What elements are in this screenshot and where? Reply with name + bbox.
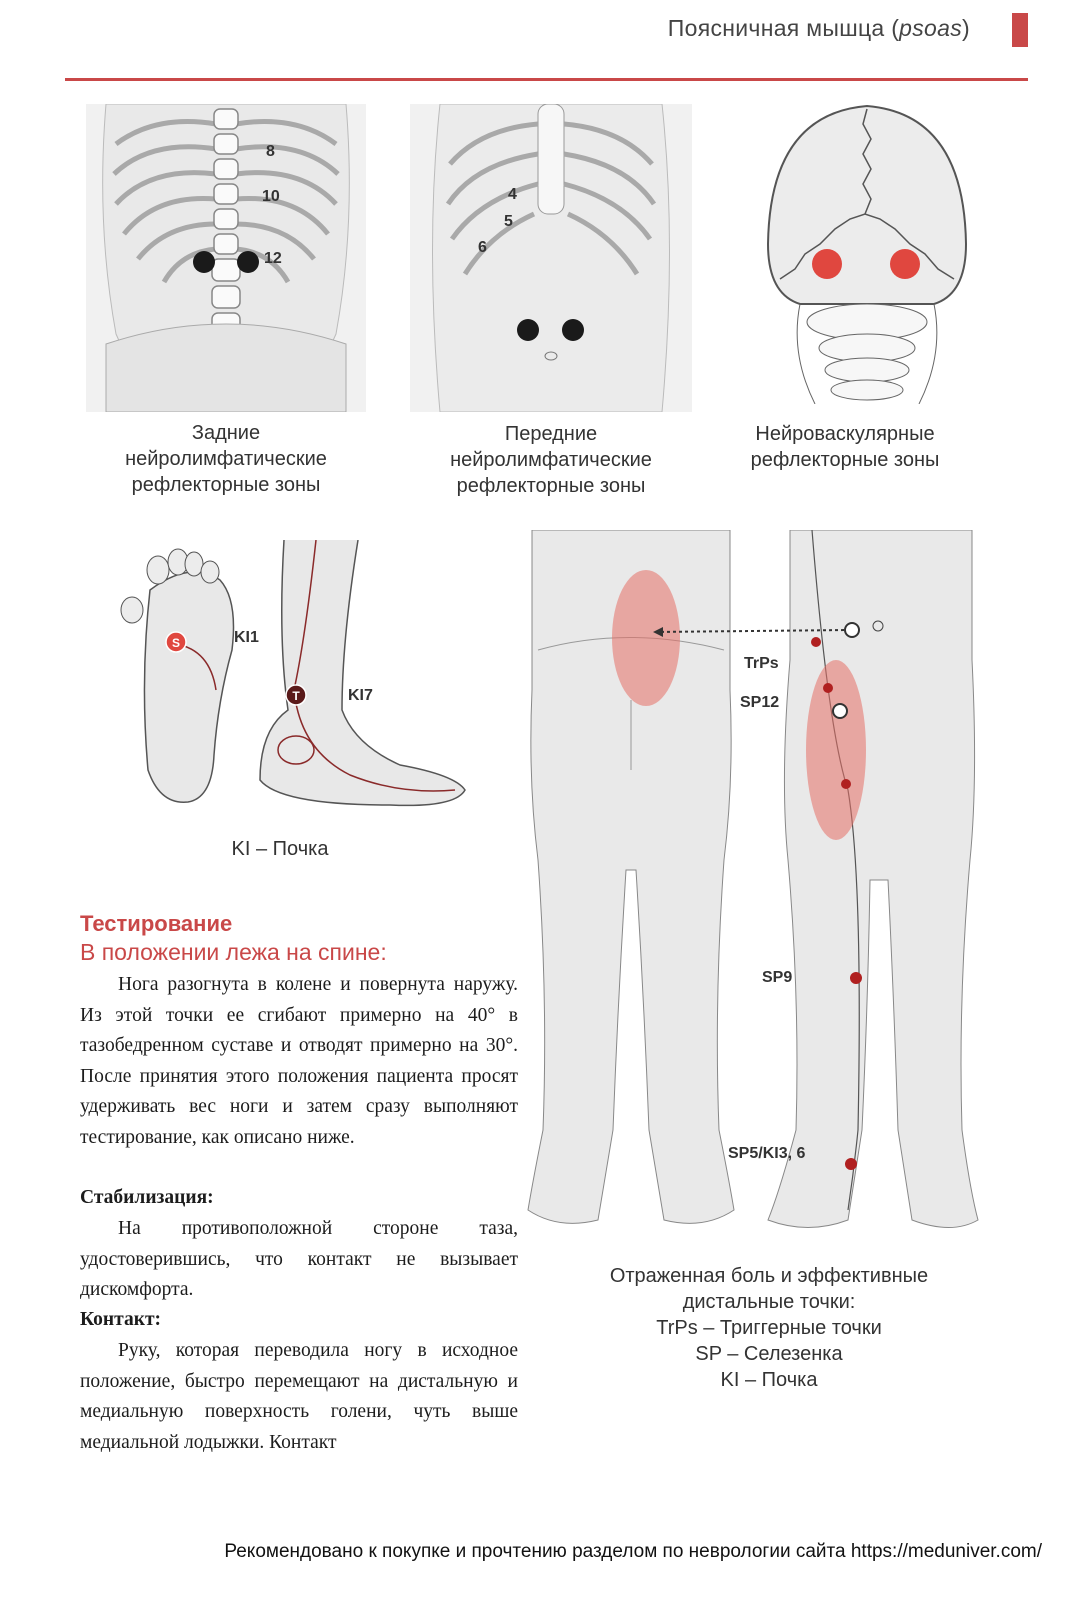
reflex-point-right [237,251,259,273]
sp12-point [823,683,833,693]
running-header-title: Поясничная мышца ( [667,15,900,41]
trigger-point-2 [833,704,847,718]
sp-point-upper [811,637,821,647]
rib-label-10: 10 [262,188,280,205]
rib-label-4: 4 [508,186,517,203]
referred-pain-area-front [806,660,866,840]
paragraph-position: Нога разогнута в колене и повернута наружу. Из этой точки ее сгибают примерно на 40° в тазобедренном суставе и отводят примерно на 30°. После принятия этого положения пациента просят удерживать вес ноги и затем сразу выполняют тестирование, как описано ниже. [80,974,518,1148]
caption-front-zones: Передние нейролимфатические рефлекторные зоны [450,423,652,497]
ki1-label: KI1 [234,629,259,646]
figure-referred-pain [518,530,980,1235]
ki7-label: KI7 [348,687,373,704]
sp9-point [850,972,862,984]
sp12-label: SP12 [740,694,780,711]
figure-back-neurolymphatic [86,104,366,412]
figure-neurovascular [760,104,974,404]
section-title: Тестирование [80,911,233,936]
reflex-point-left [517,319,539,341]
sp5-label: SP5/KI3, 6 [728,1145,806,1162]
reflex-point-left [193,251,215,273]
paragraph-stabilization: На противоположной стороне таза, удостоверившись, что контакт не вызывает дискомфорта. [80,1218,518,1300]
reflex-point-right [562,319,584,341]
header-accent-mark [1012,13,1028,47]
rib-label-12: 12 [264,250,282,267]
caption-back-zones: Задние нейролимфатические рефлекторные зоны [125,422,327,496]
trps-label: TrPs [744,655,779,672]
sp9-label: SP9 [762,969,793,986]
header-rule [65,78,1028,81]
trigger-point-1 [845,623,859,637]
referred-pain-area-back [612,570,680,706]
caption-kidney: KI – Почка [231,838,329,860]
sp-point-thigh [841,779,851,789]
ki1-marker: S [171,636,181,650]
rib-label-5: 5 [504,213,513,230]
heading-stabilization: Стабилизация: [80,1187,214,1208]
running-header [668,15,970,42]
rib-label-6: 6 [478,239,487,256]
running-header-close: ) [962,15,970,41]
sp5-point [845,1158,857,1170]
rib-label-8: 8 [266,143,275,160]
figure-foot-kidney-points [110,540,480,810]
caption-referred-pain-legend: Отраженная боль и эффективные дистальные точки: TrPs – Триггерные точки SP – Селезенка KI – Почка [609,1265,929,1391]
footer-recommendation: Рекомендовано к покупке и прочтению разделом по неврологии сайта https://meduniver.com/ [224,1541,1042,1562]
running-header-latin: psoas [899,15,963,41]
section-subtitle: В положении лежа на спине: [80,939,387,965]
paragraph-contact: Руку, которая переводила ногу в исходное положение, быстро перемещают на дистальную и медиальную поверхность голени, чуть выше медиальной лодыжки. Контакт [80,1340,518,1453]
caption-neurovascular: Нейроваскулярные рефлекторные зоны [750,423,940,471]
figure-front-neurolymphatic [410,104,692,412]
ki7-marker: T [292,689,300,703]
neurovascular-point-left [812,249,842,279]
neurovascular-point-right [890,249,920,279]
heading-contact: Контакт: [80,1309,162,1330]
